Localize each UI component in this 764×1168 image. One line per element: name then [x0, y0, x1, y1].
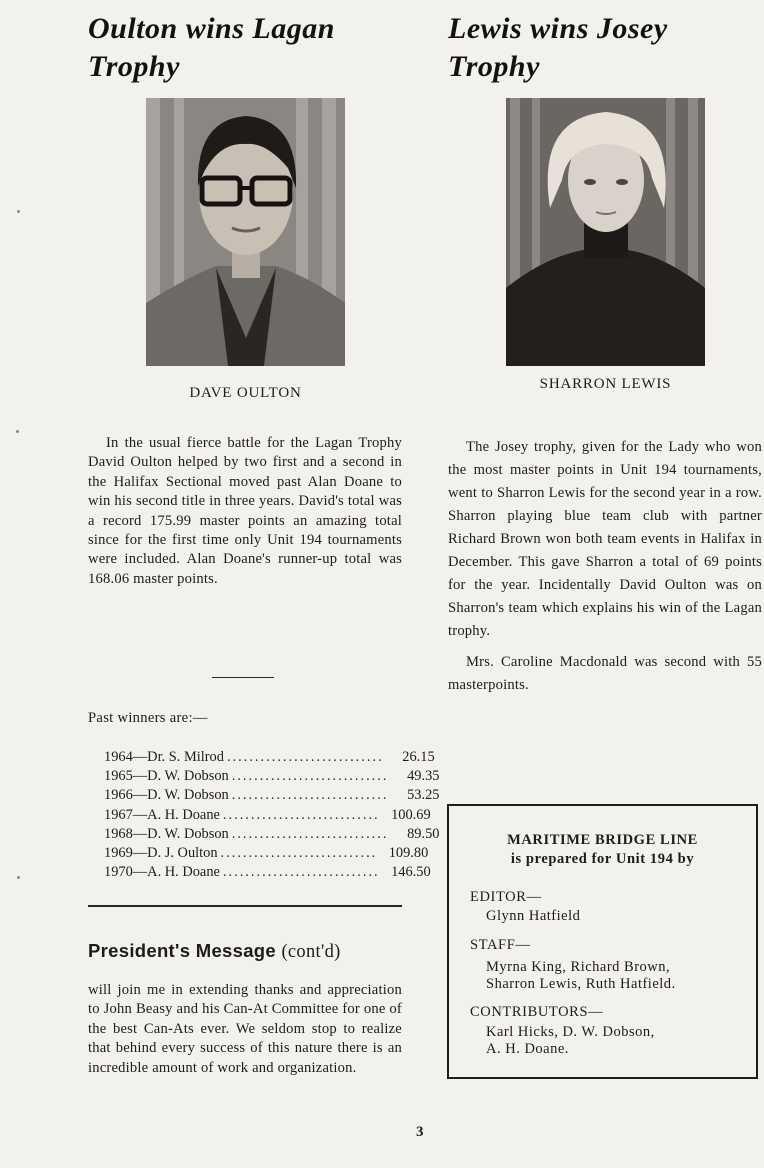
- winner-entry: 1968—D. W. Dobson: [104, 825, 229, 842]
- oulton-headline: Oulton wins Lagan Trophy: [88, 12, 335, 83]
- section-rule: [88, 905, 402, 907]
- winner-row: [104, 806, 431, 825]
- winner-entry: 1970—A. H. Doane: [104, 864, 220, 881]
- lewis-caption: SHARRON LEWIS: [539, 376, 672, 392]
- staff-label: STAFF—: [470, 937, 531, 953]
- lewis-body: [448, 436, 762, 697]
- winner-score: 109.80: [388, 845, 429, 862]
- past-winners-list: [104, 748, 440, 882]
- margin-mark: [16, 430, 19, 433]
- leader-dots: ............................: [226, 749, 384, 765]
- dave-oulton-photo: [146, 98, 345, 366]
- editor-names: Glynn Hatfield: [486, 908, 581, 924]
- oulton-caption: DAVE OULTON: [189, 385, 302, 401]
- lewis-body-paragraph: Mrs. Caroline Macdonald was second with 55 masterpoints.: [448, 654, 762, 693]
- winner-entry: 1966—D. W. Dobson: [104, 787, 229, 804]
- leader-dots: ............................: [222, 806, 380, 823]
- masthead-title: MARITIME BRIDGE LINE: [507, 832, 698, 848]
- oulton-body-paragraph: In the usual fierce battle for the Lagan Trophy David Oulton helped by two first and a second in the Halifax Sectional moved past Alan Doane to win his second title in three years. David's total was a record 175.99 master points an amazing total since for the first time only Unit 194 tournaments were included. Alan Doane's runner-up total was 168.06 master points.: [88, 435, 402, 587]
- leader-dots: ............................: [220, 845, 378, 862]
- winner-score: 49.35: [407, 768, 440, 785]
- oulton-body: [88, 434, 402, 589]
- winner-score: 146.50: [391, 864, 431, 881]
- page-number: 3: [416, 1124, 424, 1140]
- past-winners-label: Past winners are:—: [88, 710, 208, 726]
- leader-dots: ............................: [231, 825, 389, 842]
- leader-dots: ............................: [222, 864, 380, 881]
- winner-row: [104, 748, 435, 767]
- winner-row: [104, 825, 440, 844]
- winner-score: 26.15: [402, 749, 435, 765]
- sharron-lewis-photo: [506, 98, 705, 366]
- staff-names: [486, 959, 676, 993]
- contributors-names-line: Karl Hicks, D. W. Dobson,: [486, 1024, 655, 1040]
- margin-mark: [17, 210, 20, 213]
- winner-row: [104, 844, 429, 863]
- winner-row: [104, 863, 431, 882]
- winner-entry: 1965—D. W. Dobson: [104, 768, 229, 785]
- leader-dots: ............................: [231, 787, 389, 804]
- masthead-box: [447, 804, 758, 1079]
- presidents-message-heading: President's Message: [88, 940, 276, 961]
- editor-label: EDITOR—: [470, 889, 542, 905]
- masthead-subtitle: is prepared for Unit 194 by: [510, 851, 695, 867]
- winner-score: 53.25: [407, 787, 440, 804]
- winner-score: 100.69: [391, 806, 431, 823]
- presidents-message-suffix: (cont'd): [281, 942, 341, 962]
- winner-entry: 1967—A. H. Doane: [104, 806, 220, 823]
- staff-names-line: Sharron Lewis, Ruth Hatfield.: [486, 976, 676, 992]
- contributors-names-line: A. H. Doane.: [486, 1041, 569, 1057]
- winner-score: 89.50: [407, 825, 440, 842]
- winner-entry: 1969—D. J. Oulton: [104, 845, 218, 862]
- presidents-message-title: [88, 940, 406, 963]
- contributors-names: [486, 1024, 655, 1058]
- winner-entry: 1964—Dr. S. Milrod: [104, 749, 224, 765]
- winner-row: [104, 767, 440, 786]
- margin-mark: [17, 876, 20, 879]
- staff-names-line: Myrna King, Richard Brown,: [486, 959, 671, 975]
- leader-dots: ............................: [231, 768, 389, 785]
- presidents-message-body: will join me in extending thanks and appreciation to John Beasy and his Can-At Committee for one of the best Can-Ats ever. We seldom stop to realize that behind every success of this nature there is an incredible amount of work and organization.: [88, 982, 402, 1076]
- lewis-body-paragraph: The Josey trophy, given for the Lady who won the most master points in Unit 194 tournaments, went to Sharron Lewis for the second year in a row. Sharron playing blue team club with partner Richard Brown won both team events in Halifax in December. This gave Sharron a total of 69 points for the year. Incidentally David Oulton was on Sharron's team which explains his win of the Lagan trophy.: [448, 439, 762, 639]
- lewis-headline: Lewis wins Josey Trophy: [448, 12, 668, 83]
- section-divider: [212, 677, 274, 678]
- winner-row: [104, 786, 440, 805]
- contributors-label: CONTRIBUTORS—: [470, 1004, 604, 1020]
